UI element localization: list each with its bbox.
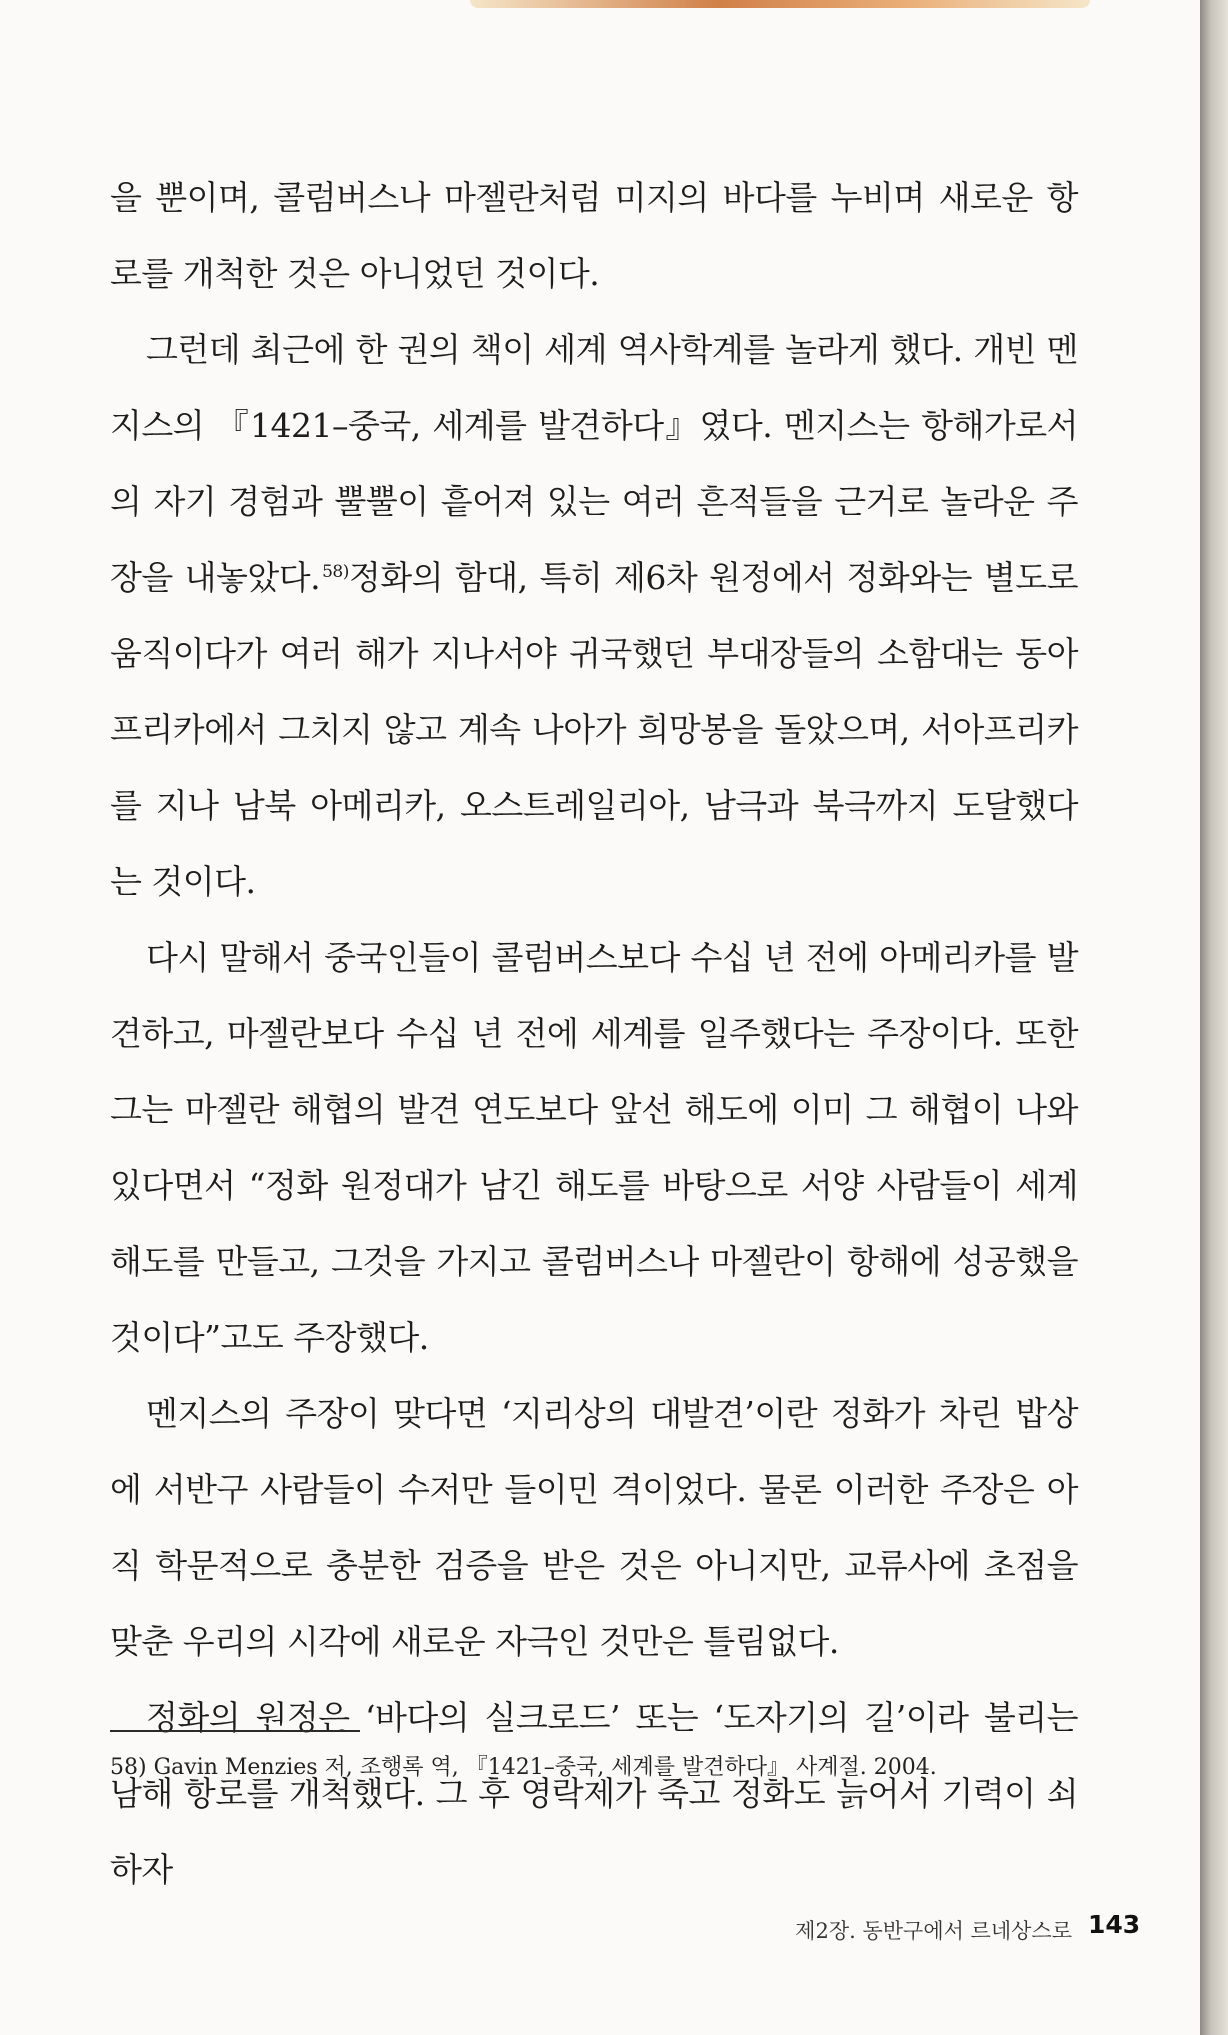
page-edge-shadow (1200, 0, 1228, 2035)
footnote: 58) Gavin Menzies 저, 조행록 역, 『1421–중국, 세계를 발견하다』 사계절. 2004. (110, 1755, 937, 1780)
body-text (110, 160, 1078, 1908)
footnote-marker: 58) (322, 562, 349, 582)
paragraph-2-continuation: 정화의 함대, 특히 제6차 원정에서 정화와는 별도로 움직이다가 여러 해가 지나서야 귀국했던 부대장들의 소함대는 동아프리카에서 그치지 않고 계속 나아가 희망봉을 돌았으며, 서아프리카를 지나 남북 아메리카, 오스트레일리아, 남극과 북극까지 도달했다는 것이다. (110, 558, 1079, 901)
paragraph-3: 다시 말해서 중국인들이 콜럼버스보다 수십 년 전에 아메리카를 발견하고, 마젤란보다 수십 년 전에 세계를 일주했다는 주장이다. 또한 그는 마젤란 해협의 발견 연도보다 앞선 해도에 이미 그 해협이 나와 있다면서 “정화 원정대가 남긴 해도를 바탕으로 서양 사람들이 세계 해도를 만들고, 그것을 가지고 콜럼버스나 마젤란이 항해에 성공했을 것이다”고도 주장했다. (110, 938, 1078, 1357)
running-footer-chapter: 제2장. 동반구에서 르네상스로 (795, 1919, 1072, 1943)
paragraph-5: 정화의 원정은 ‘바다의 실크로드’ 또는 ‘도자기의 길’이라 불리는 남해 항로를 개척했다. 그 후 영락제가 죽고 정화도 늙어서 기력이 쇠하자 (110, 1698, 1078, 1889)
page-number: 143 (1088, 1910, 1141, 1939)
paragraph-4: 멘지스의 주장이 맞다면 ‘지리상의 대발견’이란 정화가 차린 밥상에 서반구 사람들이 수저만 들이민 격이었다. 물론 이러한 주장은 아직 학문적으로 충분한 검증을 받은 것은 아니지만, 교류사에 초점을 맞춘 우리의 시각에 새로운 자극인 것만은 틀림없다. (110, 1394, 1078, 1661)
footnote-divider (110, 1730, 360, 1732)
paragraph-2-text: 그런데 최근에 한 권의 책이 세계 역사학계를 놀라게 했다. 개빈 멘지스의 『1421–중국, 세계를 발견하다』였다. 멘지스는 항해가로서의 자기 경험과 뿔뿔이 흩어져 있는 여러 흔적들을 근거로 놀라운 주장을 내놓았다. (110, 330, 1078, 597)
paragraph-1: 을 뿐이며, 콜럼버스나 마젤란처럼 미지의 바다를 누비며 새로운 항로를 개척한 것은 아니었던 것이다. (110, 178, 1078, 293)
book-cover-edge (470, 0, 1090, 8)
paragraph-2 (110, 312, 1078, 920)
